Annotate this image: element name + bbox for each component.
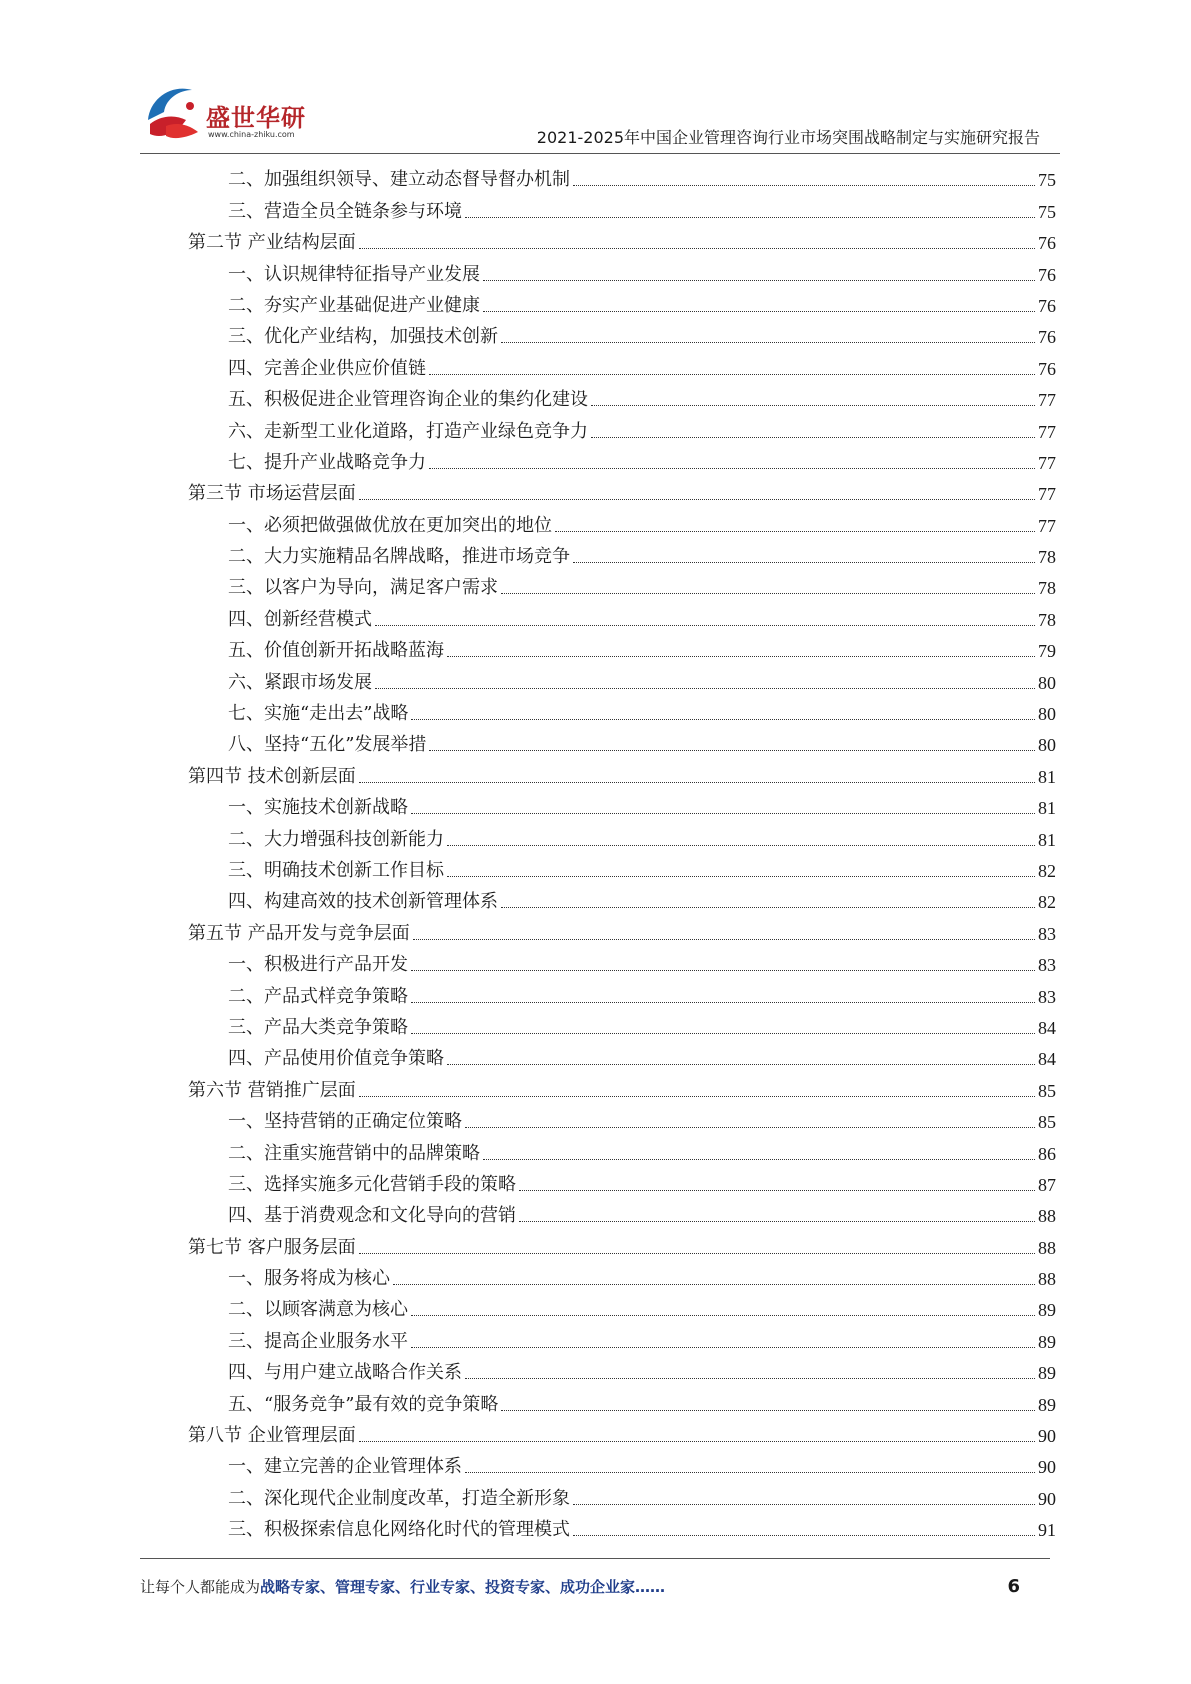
toc-leader-dots — [591, 436, 1035, 438]
toc-entry-page: 77 — [1038, 421, 1056, 442]
toc-entry-title: 第二节 产业结构层面 — [188, 232, 356, 254]
toc-entry-page: 86 — [1038, 1143, 1056, 1164]
toc-entry-title: 四、与用户建立战略合作关系 — [228, 1362, 462, 1384]
toc-subsection-entry[interactable] — [188, 788, 1056, 819]
toc-entry-page: 90 — [1038, 1426, 1056, 1447]
toc-leader-dots — [359, 781, 1035, 783]
toc-entry-page: 79 — [1038, 641, 1056, 662]
toc-leader-dots — [447, 875, 1035, 877]
toc-entry-title: 四、创新经营模式 — [228, 608, 372, 630]
toc-entry-page: 90 — [1038, 1457, 1056, 1478]
toc-entry-page: 80 — [1038, 672, 1056, 693]
toc-leader-dots — [359, 1440, 1035, 1442]
toc-leader-dots — [573, 1503, 1035, 1505]
toc-leader-dots — [375, 624, 1035, 626]
toc-entry-page: 77 — [1038, 452, 1056, 473]
toc-entry-title: 六、走新型工业化道路，打造产业绿色竞争力 — [228, 420, 588, 442]
toc-leader-dots — [411, 812, 1035, 814]
toc-entry-title: 四、产品使用价值竞争策略 — [228, 1048, 444, 1070]
toc-section-entry[interactable] — [188, 1416, 1056, 1447]
toc-entry-page: 83 — [1038, 986, 1056, 1007]
toc-subsection-entry[interactable] — [188, 1290, 1056, 1321]
toc-leader-dots — [447, 844, 1035, 846]
toc-subsection-entry[interactable] — [188, 1259, 1056, 1290]
toc-section-entry[interactable] — [188, 1070, 1056, 1101]
toc-subsection-entry[interactable] — [188, 1102, 1056, 1133]
toc-leader-dots — [501, 906, 1035, 908]
table-of-contents — [188, 160, 1056, 1541]
toc-entry-title: 二、以顾客满意为核心 — [228, 1299, 408, 1321]
toc-leader-dots — [519, 1220, 1035, 1222]
toc-entry-page: 76 — [1038, 327, 1056, 348]
toc-entry-title: 二、深化现代企业制度改革，打造全新形象 — [228, 1487, 570, 1509]
toc-leader-dots — [501, 1409, 1035, 1411]
toc-subsection-entry[interactable] — [188, 1008, 1056, 1039]
toc-entry-title: 四、构建高效的技术创新管理体系 — [228, 891, 498, 913]
toc-entry-page: 75 — [1038, 170, 1056, 191]
toc-subsection-entry[interactable] — [188, 160, 1056, 191]
toc-entry-page: 80 — [1038, 735, 1056, 756]
toc-leader-dots — [465, 216, 1035, 218]
toc-subsection-entry[interactable] — [188, 1196, 1056, 1227]
toc-leader-dots — [501, 592, 1035, 594]
toc-entry-page: 81 — [1038, 766, 1056, 787]
toc-leader-dots — [465, 1377, 1035, 1379]
toc-entry-title: 三、提高企业服务水平 — [228, 1330, 408, 1352]
toc-entry-title: 一、实施技术创新战略 — [228, 797, 408, 819]
toc-entry-title: 五、积极促进企业管理咨询企业的集约化建设 — [228, 389, 588, 411]
toc-subsection-entry[interactable] — [188, 945, 1056, 976]
toc-entry-title: 第六节 营销推广层面 — [188, 1079, 356, 1101]
toc-entry-page: 81 — [1038, 829, 1056, 850]
toc-entry-page: 81 — [1038, 798, 1056, 819]
toc-leader-dots — [483, 279, 1035, 281]
toc-leader-dots — [411, 1032, 1035, 1034]
footer-slogan-lead: 让每个人都能成为 — [140, 1578, 261, 1596]
toc-subsection-entry[interactable] — [188, 1165, 1056, 1196]
toc-subsection-entry[interactable] — [188, 976, 1056, 1007]
toc-entry-title: 第三节 市场运营层面 — [188, 483, 356, 505]
toc-entry-title: 一、积极进行产品开发 — [228, 954, 408, 976]
toc-section-entry[interactable] — [188, 756, 1056, 787]
toc-entry-page: 82 — [1038, 892, 1056, 913]
toc-entry-title: 二、加强组织领导、建立动态督导督办机制 — [228, 169, 570, 191]
toc-entry-page: 76 — [1038, 264, 1056, 285]
toc-entry-title: 一、服务将成为核心 — [228, 1268, 390, 1290]
toc-leader-dots — [519, 1189, 1035, 1191]
toc-subsection-entry[interactable] — [188, 286, 1056, 317]
toc-entry-page: 77 — [1038, 484, 1056, 505]
toc-entry-title: 七、实施“走出去”战略 — [228, 703, 409, 725]
toc-subsection-entry[interactable] — [188, 537, 1056, 568]
toc-leader-dots — [447, 655, 1035, 657]
toc-leader-dots — [429, 467, 1035, 469]
toc-leader-dots — [411, 969, 1035, 971]
footer-divider — [140, 1558, 1050, 1559]
toc-leader-dots — [573, 184, 1035, 186]
toc-subsection-entry[interactable] — [188, 191, 1056, 222]
toc-subsection-entry[interactable] — [188, 1510, 1056, 1541]
toc-leader-dots — [591, 404, 1035, 406]
toc-entry-title: 一、坚持营销的正确定位策略 — [228, 1111, 462, 1133]
toc-entry-page: 84 — [1038, 1049, 1056, 1070]
toc-entry-title: 六、紧跟市场发展 — [228, 671, 372, 693]
toc-subsection-entry[interactable] — [188, 1447, 1056, 1478]
toc-leader-dots — [359, 498, 1035, 500]
toc-entry-page: 89 — [1038, 1394, 1056, 1415]
toc-section-entry[interactable] — [188, 474, 1056, 505]
toc-subsection-entry[interactable] — [188, 443, 1056, 474]
toc-entry-title: 二、夯实产业基础促进产业健康 — [228, 294, 480, 316]
toc-subsection-entry[interactable] — [188, 631, 1056, 662]
toc-entry-page: 91 — [1038, 1520, 1056, 1541]
toc-subsection-entry[interactable] — [188, 819, 1056, 850]
toc-entry-title: 一、认识规律特征指导产业发展 — [228, 263, 480, 285]
toc-entry-title: 第七节 客户服务层面 — [188, 1236, 356, 1258]
toc-leader-dots — [483, 1158, 1035, 1160]
toc-leader-dots — [447, 1063, 1035, 1065]
toc-entry-page: 82 — [1038, 860, 1056, 881]
toc-leader-dots — [465, 1471, 1035, 1473]
toc-subsection-entry[interactable] — [188, 317, 1056, 348]
toc-entry-page: 84 — [1038, 1017, 1056, 1038]
toc-leader-dots — [375, 687, 1035, 689]
logo-url: www.china-zhiku.com — [208, 130, 295, 139]
toc-subsection-entry[interactable] — [188, 1133, 1056, 1164]
toc-entry-page: 80 — [1038, 704, 1056, 725]
page-header — [140, 80, 1040, 150]
toc-leader-dots — [359, 247, 1035, 249]
toc-leader-dots — [483, 310, 1035, 312]
toc-leader-dots — [573, 561, 1035, 563]
toc-leader-dots — [393, 1283, 1035, 1285]
toc-entry-title: 二、注重实施营销中的品牌策略 — [228, 1142, 480, 1164]
toc-entry-page: 88 — [1038, 1206, 1056, 1227]
toc-leader-dots — [465, 1126, 1035, 1128]
toc-entry-title: 第四节 技术创新层面 — [188, 765, 356, 787]
toc-leader-dots — [411, 718, 1035, 720]
toc-leader-dots — [501, 341, 1035, 343]
toc-entry-page: 89 — [1038, 1300, 1056, 1321]
toc-section-entry[interactable] — [188, 223, 1056, 254]
toc-entry-page: 89 — [1038, 1331, 1056, 1352]
toc-leader-dots — [411, 1346, 1035, 1348]
toc-entry-page: 85 — [1038, 1112, 1056, 1133]
toc-subsection-entry[interactable] — [188, 348, 1056, 379]
toc-leader-dots — [411, 1001, 1035, 1003]
toc-entry-page: 88 — [1038, 1269, 1056, 1290]
toc-leader-dots — [429, 373, 1035, 375]
footer-slogan-emphasis: 战略专家、管理专家、行业专家、投资专家、成功企业家…… — [260, 1578, 666, 1596]
toc-entry-page: 83 — [1038, 923, 1056, 944]
toc-leader-dots — [359, 1252, 1035, 1254]
toc-entry-title: 四、完善企业供应价值链 — [228, 357, 426, 379]
toc-subsection-entry[interactable] — [188, 1321, 1056, 1352]
toc-subsection-entry[interactable] — [188, 505, 1056, 536]
toc-entry-title: 一、建立完善的企业管理体系 — [228, 1456, 462, 1478]
toc-leader-dots — [411, 1314, 1035, 1316]
logo-emblem-icon — [140, 80, 210, 150]
toc-subsection-entry[interactable] — [188, 568, 1056, 599]
toc-entry-page: 77 — [1038, 390, 1056, 411]
toc-entry-title: 五、“服务竞争”最有效的竞争策略 — [228, 1393, 499, 1415]
toc-entry-title: 三、优化产业结构，加强技术创新 — [228, 326, 498, 348]
toc-entry-page: 85 — [1038, 1080, 1056, 1101]
page-footer — [140, 1576, 1020, 1600]
toc-entry-title: 四、基于消费观念和文化导向的营销 — [228, 1205, 516, 1227]
toc-subsection-entry[interactable] — [188, 254, 1056, 285]
toc-entry-page: 76 — [1038, 233, 1056, 254]
toc-entry-page: 78 — [1038, 547, 1056, 568]
toc-entry-title: 三、选择实施多元化营销手段的策略 — [228, 1173, 516, 1195]
toc-subsection-entry[interactable] — [188, 1353, 1056, 1384]
toc-subsection-entry[interactable] — [188, 662, 1056, 693]
toc-entry-title: 一、必须把做强做优放在更加突出的地位 — [228, 514, 552, 536]
toc-subsection-entry[interactable] — [188, 694, 1056, 725]
toc-leader-dots — [413, 938, 1035, 940]
toc-section-entry[interactable] — [188, 1227, 1056, 1258]
toc-subsection-entry[interactable] — [188, 1039, 1056, 1070]
toc-entry-title: 八、坚持“五化”发展举措 — [228, 734, 427, 756]
toc-entry-title: 第五节 产品开发与竞争层面 — [188, 922, 410, 944]
toc-entry-title: 五、价值创新开拓战略蓝海 — [228, 640, 444, 662]
toc-entry-page: 83 — [1038, 955, 1056, 976]
toc-entry-title: 三、积极探索信息化网络化时代的管理模式 — [228, 1519, 570, 1541]
toc-entry-page: 89 — [1038, 1363, 1056, 1384]
toc-entry-page: 76 — [1038, 295, 1056, 316]
toc-leader-dots — [429, 749, 1035, 751]
toc-entry-page: 76 — [1038, 358, 1056, 379]
toc-subsection-entry[interactable] — [188, 599, 1056, 630]
toc-entry-title: 七、提升产业战略竞争力 — [228, 451, 426, 473]
toc-entry-page: 78 — [1038, 609, 1056, 630]
toc-entry-title: 三、以客户为导向，满足客户需求 — [228, 577, 498, 599]
header-divider — [140, 153, 1060, 154]
toc-subsection-entry[interactable] — [188, 1384, 1056, 1415]
toc-subsection-entry[interactable] — [188, 882, 1056, 913]
toc-section-entry[interactable] — [188, 913, 1056, 944]
toc-entry-page: 90 — [1038, 1488, 1056, 1509]
toc-leader-dots — [555, 530, 1035, 532]
toc-entry-title: 三、产品大类竞争策略 — [228, 1016, 408, 1038]
toc-subsection-entry[interactable] — [188, 380, 1056, 411]
toc-subsection-entry[interactable] — [188, 411, 1056, 442]
toc-entry-page: 77 — [1038, 515, 1056, 536]
toc-entry-title: 二、产品式样竞争策略 — [228, 985, 408, 1007]
toc-entry-page: 87 — [1038, 1174, 1056, 1195]
toc-leader-dots — [573, 1534, 1035, 1536]
toc-leader-dots — [359, 1095, 1035, 1097]
toc-entry-title: 二、大力实施精品名牌战略，推进市场竞争 — [228, 546, 570, 568]
toc-entry-title: 二、大力增强科技创新能力 — [228, 828, 444, 850]
toc-entry-title: 第八节 企业管理层面 — [188, 1425, 356, 1447]
logo-text: 盛世华研 — [206, 104, 306, 132]
toc-subsection-entry[interactable] — [188, 725, 1056, 756]
toc-subsection-entry[interactable] — [188, 1478, 1056, 1509]
company-logo — [140, 80, 320, 150]
toc-entry-page: 78 — [1038, 578, 1056, 599]
report-title: 2021-2025年中国企业管理咨询行业市场突围战略制定与实施研究报告 — [536, 128, 1040, 147]
toc-entry-title: 三、营造全员全链条参与环境 — [228, 200, 462, 222]
toc-entry-page: 75 — [1038, 201, 1056, 222]
toc-entry-title: 三、明确技术创新工作目标 — [228, 859, 444, 881]
toc-entry-page: 88 — [1038, 1237, 1056, 1258]
toc-subsection-entry[interactable] — [188, 851, 1056, 882]
page-number: 6 — [1007, 1576, 1020, 1597]
